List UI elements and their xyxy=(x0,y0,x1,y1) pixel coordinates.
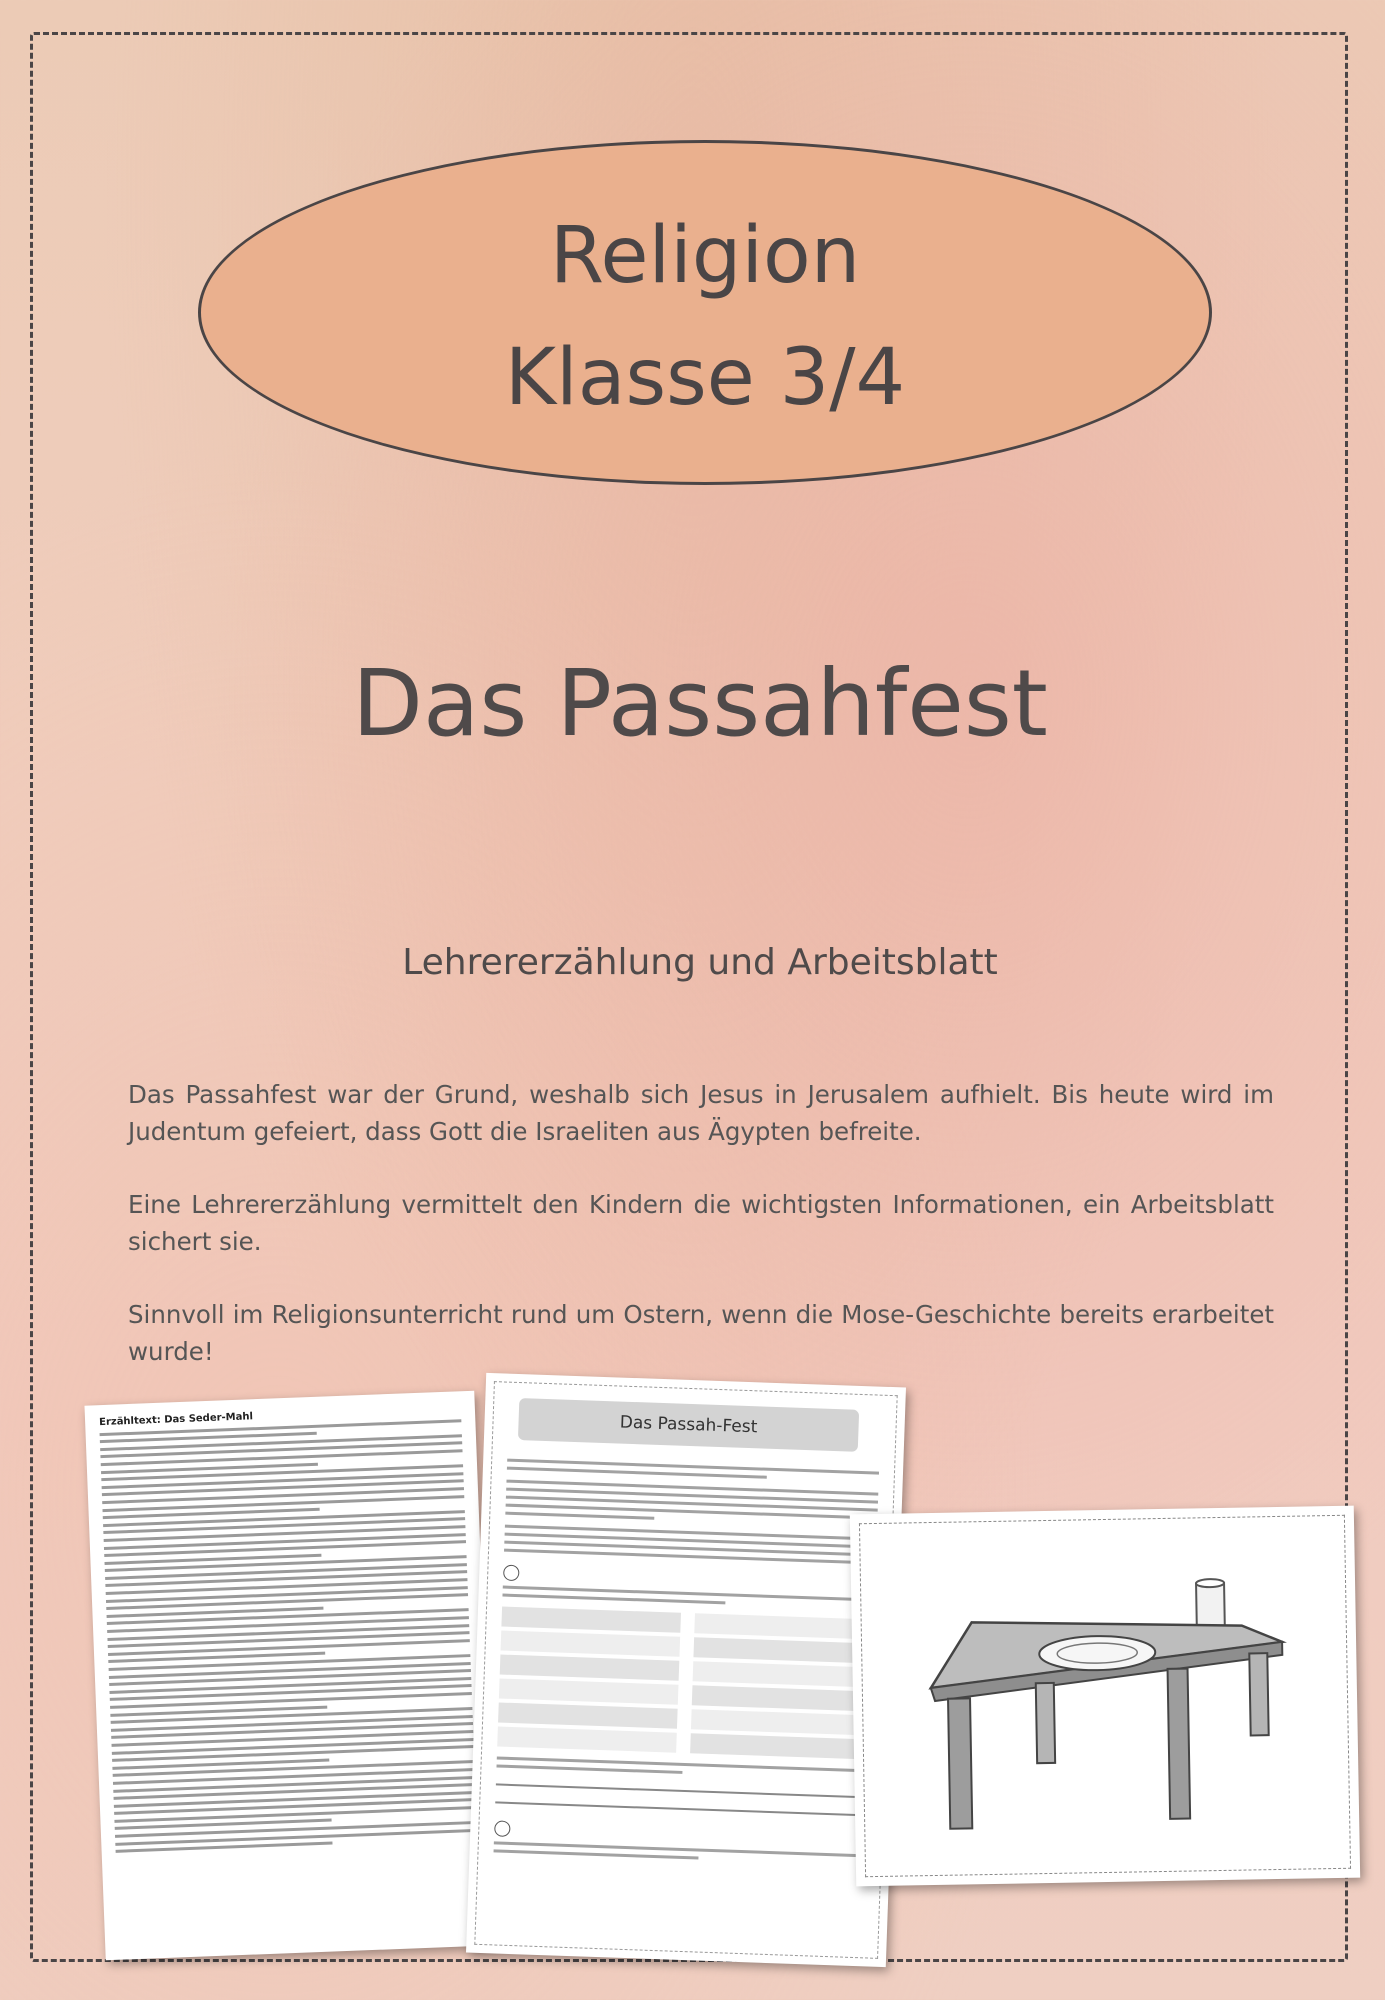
description-paragraph-3: Sinnvoll im Religionsunterricht rund um Ostern, wenn die Mose-Geschichte bereits erarbeitet wurde! xyxy=(128,1300,1274,1366)
description-paragraph-2: Eine Lehrererzählung vermittelt den Kindern die wichtigsten Informationen, ein Arbeitsblatt sichert sie. xyxy=(128,1190,1274,1256)
subject-name: Religion xyxy=(549,211,861,301)
page-title: Das Passahfest xyxy=(352,650,1048,757)
description-paragraph-1: Das Passahfest war der Grund, weshalb sich Jesus in Jerusalem aufhielt. Bis heute wird im Judentum gefeiert, dass Gott die Israeliten aus Ägypten befreite. xyxy=(128,1080,1274,1146)
page-subtitle: Lehrererzählung und Arbeitsblatt xyxy=(402,942,998,983)
story-sheet-preview xyxy=(84,1391,495,1961)
seder-table-drawing xyxy=(850,1506,1360,1887)
subject-heading xyxy=(198,195,1212,439)
worksheet-title: Das Passah-Fest xyxy=(518,1398,859,1452)
table-illustration-preview xyxy=(850,1506,1360,1887)
story-sheet-title: Erzähltext: Das Seder-Mahl xyxy=(98,1411,254,1429)
task-2-marker xyxy=(494,1820,511,1837)
task-1-marker xyxy=(503,1564,520,1581)
worksheet-preview xyxy=(466,1373,906,1967)
matching-table xyxy=(497,1607,874,1760)
grade-level: Klasse 3/4 xyxy=(504,333,906,423)
